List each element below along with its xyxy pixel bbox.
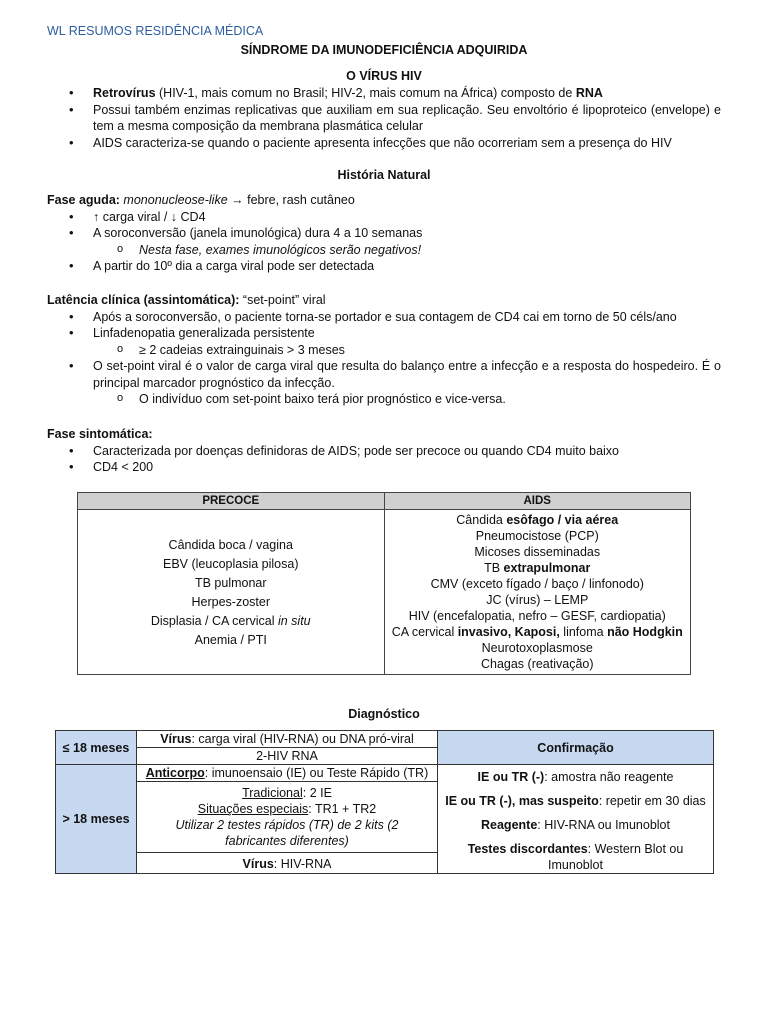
list-item: • Retrovírus (HIV-1, mais comum no Brasil; HIV-2, mais comum na África) composto de RNA xyxy=(47,85,721,102)
diagnosis-heading: Diagnóstico xyxy=(348,707,420,721)
list-item: • AIDS caracteriza-se quando o paciente apresenta infecções que não ocorreriam sem a presença do HIV xyxy=(47,135,721,152)
symptomatic-title: Fase sintomática: xyxy=(47,427,153,441)
acute-phase xyxy=(47,192,721,275)
aids-item: Cândida esôfago / via aérea xyxy=(456,513,619,527)
sub-item: o Nesta fase, exames imunológicos serão negativos! xyxy=(47,242,721,259)
aids-item: HIV (encefalopatia, nefro – GESF, cardiopatia) xyxy=(408,609,666,623)
list-item: • Possui também enzimas replicativas que auxiliam em sua replicação. Seu envoltório é lipoproteico (envelope) e tem a mesma composição da membrana plasmática celular xyxy=(47,102,721,135)
list-item: • ↑ carga viral / ↓ CD4 xyxy=(47,209,721,226)
precoce-header: PRECOCE xyxy=(78,493,385,510)
precoce-item: Cândida boca / vagina xyxy=(168,537,293,552)
natural-history-heading: História Natural xyxy=(337,168,431,182)
confirmation-item: IE ou TR (-), mas suspeito: repetir em 30 dias xyxy=(445,794,706,808)
aids-cell xyxy=(384,510,691,675)
list-item: • Caracterizada por doenças definidoras de AIDS; pode ser precoce ou quando CD4 muito baixo xyxy=(47,443,721,460)
virus-section xyxy=(47,85,721,151)
confirmation-header: Confirmação xyxy=(438,731,714,765)
age-gt18-cell: > 18 meses xyxy=(56,765,137,874)
document-header: WL RESUMOS RESIDÊNCIA MÉDICA xyxy=(47,24,264,38)
aids-item: TB extrapulmonar xyxy=(484,561,591,575)
virus-hiv-rna-cell: Vírus: HIV-RNA xyxy=(137,853,438,874)
list-item: • Linfadenopatia generalizada persistente xyxy=(47,325,721,342)
list-item: • A soroconversão (janela imunológica) dura 4 a 10 semanas xyxy=(47,225,721,242)
hiv-rna-cell: 2-HIV RNA xyxy=(137,748,438,765)
acute-title: Fase aguda: mononucleose-like → febre, rash cutâneo xyxy=(47,193,355,207)
aids-item: Neurotoxoplasmose xyxy=(481,641,593,655)
list-item: • Após a soroconversão, o paciente torna-se portador e sua contagem de CD4 cai em torno de 50 céls/ano xyxy=(47,309,721,326)
confirmation-item: Reagente: HIV-RNA ou Imunoblot xyxy=(481,818,670,832)
aids-item: Pneumocistose (PCP) xyxy=(475,529,599,543)
precoce-item: TB pulmonar xyxy=(194,575,267,590)
age-le18-cell: ≤ 18 meses xyxy=(56,731,137,765)
aids-item: Micoses disseminadas xyxy=(474,545,601,559)
aids-item: CMV (exceto fígado / baço / linfonodo) xyxy=(430,577,644,591)
aids-item: Chagas (reativação) xyxy=(480,657,594,671)
list-item: • A partir do 10º dia a carga viral pode ser detectada xyxy=(47,258,721,275)
virus-heading: O VÍRUS HIV xyxy=(346,69,422,83)
anticorpo-cell: Anticorpo: imunoensaio (IE) ou Teste Rápido (TR) xyxy=(137,765,438,782)
confirmation-item: IE ou TR (-): amostra não reagente xyxy=(477,770,674,784)
precoce-item: Anemia / PTI xyxy=(194,632,267,647)
virus-cell: Vírus: carga viral (HIV-RNA) ou DNA pró-viral xyxy=(137,731,438,748)
confirmation-item: Testes discordantes: Western Blot ou Imunoblot xyxy=(467,842,684,872)
utilizar-line: Utilizar 2 testes rápidos (TR) de 2 kits (2 fabricantes diferentes) xyxy=(175,818,399,848)
situacoes-line: Situações especiais: TR1 + TR2 xyxy=(197,802,377,816)
tradicional-line: Tradicional: 2 IE xyxy=(242,786,332,800)
aids-item: JC (vírus) – LEMP xyxy=(486,593,589,607)
aids-header: AIDS xyxy=(384,493,691,510)
confirmation-cell xyxy=(438,765,714,874)
diagnosis-table xyxy=(55,730,714,874)
sub-item: o ≥ 2 cadeias extrainguinais > 3 meses xyxy=(47,342,721,359)
phases-table xyxy=(77,492,691,675)
page-title: SÍNDROME DA IMUNODEFICIÊNCIA ADQUIRIDA xyxy=(240,43,528,57)
precoce-item: Displasia / CA cervical in situ xyxy=(150,613,311,628)
list-item: • CD4 < 200 xyxy=(47,459,721,476)
precoce-item: EBV (leucoplasia pilosa) xyxy=(163,556,299,571)
antibody-methods-cell xyxy=(137,782,438,853)
symptomatic-phase xyxy=(47,426,721,476)
latency-phase xyxy=(47,292,721,408)
precoce-cell xyxy=(78,510,385,675)
list-item: • O set-point viral é o valor de carga viral que resulta do balanço entre a infecção e a resposta do hospedeiro. É o principal marcador prognóstico da infecção. xyxy=(47,358,721,391)
aids-item: CA cervical invasivo, Kaposi, linfoma não Hodgkin xyxy=(391,625,683,639)
latency-title: Latência clínica (assintomática): “set-point” viral xyxy=(47,293,326,307)
sub-item: o O indivíduo com set-point baixo terá pior prognóstico e vice-versa. xyxy=(47,391,721,408)
precoce-item: Herpes-zoster xyxy=(191,594,270,609)
